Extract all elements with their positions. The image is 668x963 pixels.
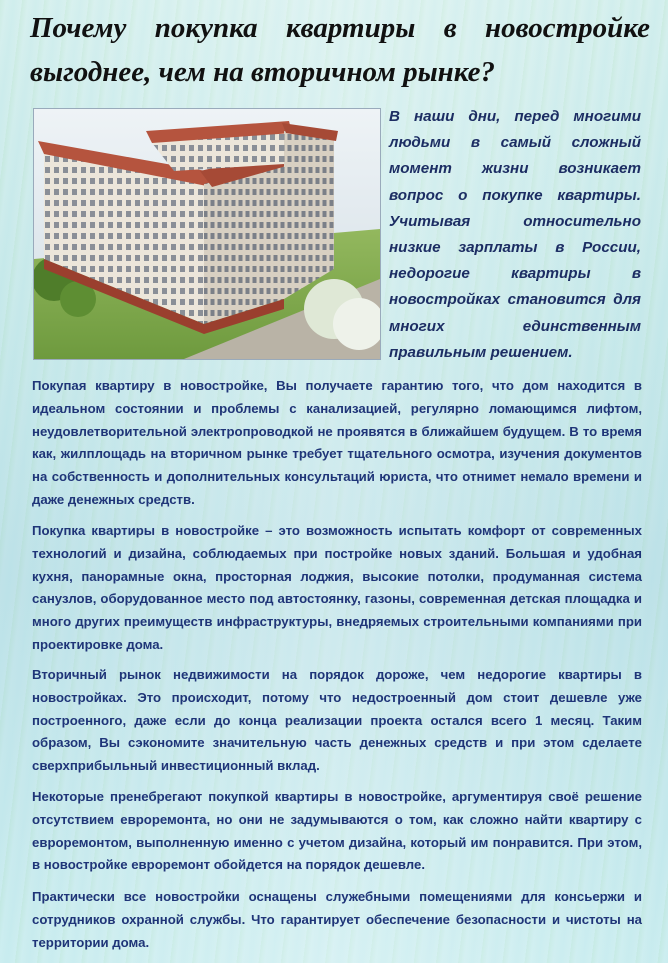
paragraph-renovation: Некоторые пренебрегают покупкой квартиры в новостройке, аргументируя своё решение отсутствием евроремонта, но они не задумываются о том, как сложно найти квартиру с евроремонтом, выполненную именно с учетом дизайна, который им понравится. При этом, в новостройке евроремонт обойдется на порядок дешевле.	[32, 789, 642, 873]
paragraph-security: Практически все новостройки оснащены служебными помещениями для консьержи и сотрудников охранной службы. Что гарантирует обеспечение безопасности и чистоты на территории дома.	[32, 889, 642, 950]
intro-text: В наши дни, перед многими людьми в самый сложный момент жизни возникает вопрос о покупке квартиры. Учитывая относительно низкие зарплаты в России, недорогие квартиры в новостройках становится для многих единственным правильным решением.	[389, 108, 641, 361]
paragraph-comfort: Покупка квартиры в новостройке – это возможность испытать комфорт от современных технологий и дизайна, соблюдаемых при постройке новых зданий. Большая и удобная кухня, панорамные окна, просторная лоджия, высокие потолки, продуманная система санузлов, оборудованное место под автостоянку, газоны, современная детская площадка и много других преимуществ инфраструктуры, внедряемых строительными компаниями при проектировке дома.	[32, 523, 642, 652]
apartment-building-photo	[33, 108, 381, 360]
paragraph-price: Вторичный рынок недвижимости на порядок дороже, чем недорогие квартиры в новостройках. Это происходит, потому что недостроенный дом стоит дешевле уже построенного, даже если до конца реализации проекта остался всего 1 месяц. Таким образом, Вы сэкономите значительную часть денежных средств и при этом сделаете сверхприбыльный инвестиционный вклад.	[32, 667, 642, 774]
page-title: Почему покупка квартиры в новостройке выгоднее, чем на вторичном рынке?	[30, 12, 650, 88]
paragraph-guarantee: Покупая квартиру в новостройке, Вы получаете гарантию того, что дом находится в идеальном состоянии и проблемы с канализацией, регулярно ломающимся лифтом, неудовлетворительной электропроводкой не проявятся в ближайшем будущем. В то время как, жилплощадь на вторичном рынке требует тщательного осмотра, изучения документов на собственность и дополнительных консультаций юриста, что отнимет немало времени и даже денежных средств.	[32, 378, 642, 507]
building-illustration	[34, 109, 380, 359]
